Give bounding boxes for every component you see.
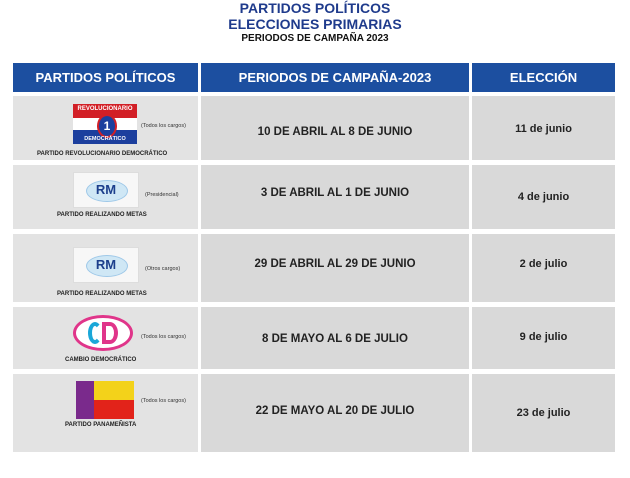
election-cell xyxy=(472,234,615,302)
party-note: (Todos los cargos) xyxy=(141,123,186,129)
party-name: PARTIDO PANAMEÑISTA xyxy=(65,422,137,428)
party-name: CAMBIO DEMOCRÁTICO xyxy=(65,357,137,363)
page-caption: PERIODOS DE CAMPAÑA 2023 xyxy=(241,33,389,44)
party-name: PARTIDO REALIZANDO METAS xyxy=(57,291,147,297)
period-cell xyxy=(201,374,469,452)
period-cell xyxy=(201,96,469,160)
period-text: 29 DE ABRIL AL 29 DE JUNIO xyxy=(254,258,416,270)
party-cell xyxy=(13,307,198,369)
period-text: 8 DE MAYO AL 6 DE JULIO xyxy=(262,333,408,345)
party-note: (Otros cargos) xyxy=(145,266,181,272)
party-name: PARTIDO REALIZANDO METAS xyxy=(57,212,147,218)
period-cell xyxy=(201,307,469,369)
rm-logo xyxy=(73,247,139,283)
election-cell xyxy=(472,96,615,160)
party-cell xyxy=(13,96,198,160)
logo-text: RM xyxy=(95,257,117,272)
election-date: 4 de junio xyxy=(517,191,570,203)
page-title: PARTIDOS POLÍTICOS xyxy=(239,0,391,16)
party-cell xyxy=(13,374,198,452)
party-cell xyxy=(13,234,198,302)
period-text: 10 DE ABRIL AL 8 DE JUNIO xyxy=(257,126,413,138)
logo-text-top: REVOLUCIONARIO xyxy=(77,106,133,112)
header-election: ELECCIÓN xyxy=(472,63,615,92)
party-cell xyxy=(13,165,198,229)
party-note: (Presidencial) xyxy=(145,192,179,198)
panamenista-flag-logo xyxy=(76,381,134,419)
party-note: (Todos los cargos) xyxy=(141,334,186,340)
prd-flag-logo xyxy=(73,104,137,144)
party-name: PARTIDO REVOLUCIONARIO DEMOCRÁTICO xyxy=(37,151,168,157)
period-text: 3 DE ABRIL AL 1 DE JUNIO xyxy=(260,187,410,199)
page-subtitle: ELECCIONES PRIMARIAS xyxy=(228,16,402,32)
period-cell xyxy=(201,165,469,229)
election-cell xyxy=(472,374,615,452)
header-periods: PERIODOS DE CAMPAÑA-2023 xyxy=(201,63,469,92)
page-title-block xyxy=(0,0,630,45)
election-cell xyxy=(472,165,615,229)
logo-text: RM xyxy=(95,182,117,197)
logo-number: 1 xyxy=(97,114,117,138)
logo-text-bottom: DEMOCRÁTICO xyxy=(84,136,126,142)
period-text: 22 DE MAYO AL 20 DE JULIO xyxy=(255,405,415,417)
party-note: (Todos los cargos) xyxy=(141,398,186,404)
header-parties: PARTIDOS POLÍTICOS xyxy=(13,63,198,92)
cd-logo xyxy=(73,315,133,351)
election-date: 2 de julio xyxy=(519,258,568,270)
election-cell xyxy=(472,307,615,369)
period-cell xyxy=(201,234,469,302)
election-date: 9 de julio xyxy=(519,331,568,343)
election-date: 23 de julio xyxy=(516,407,571,419)
rm-logo xyxy=(73,172,139,208)
election-date: 11 de junio xyxy=(515,123,572,135)
